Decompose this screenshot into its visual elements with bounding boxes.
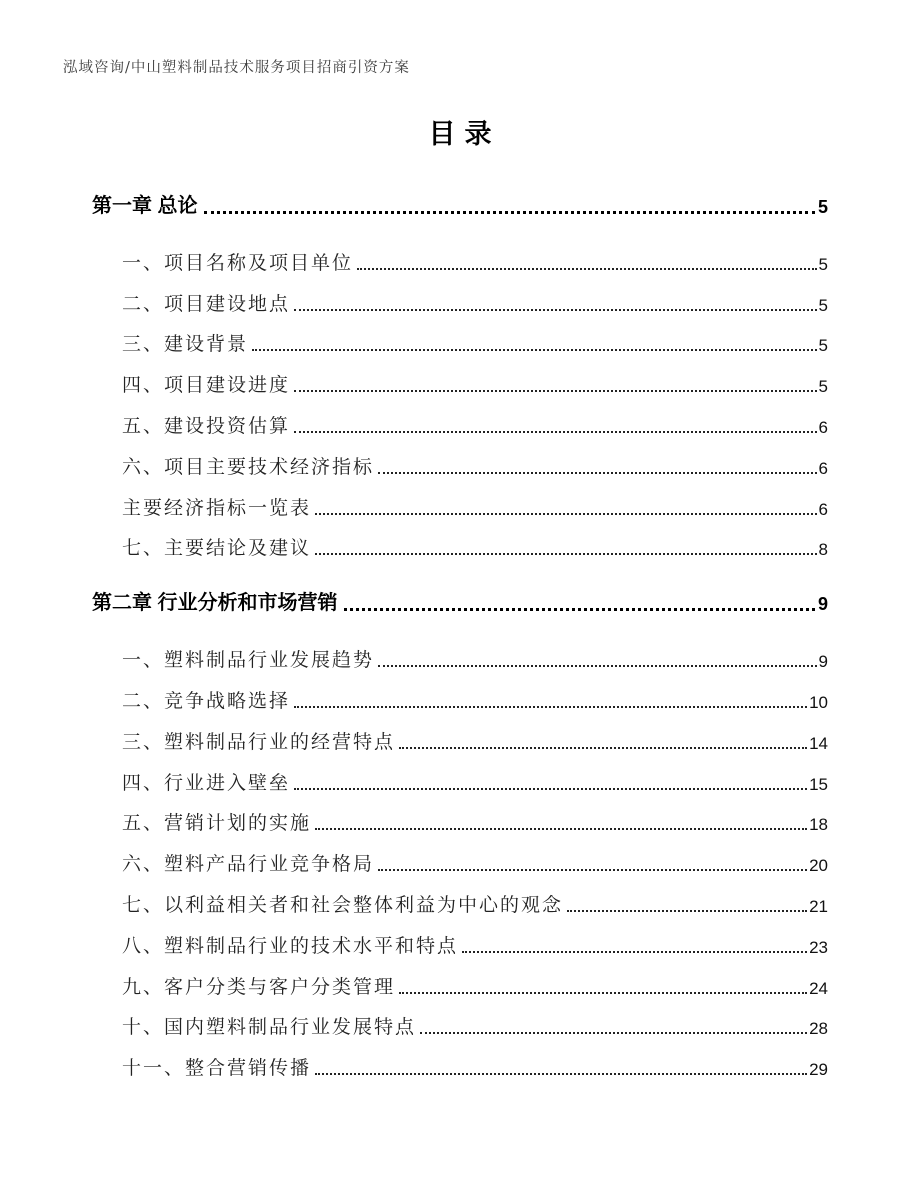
toc-item-entry[interactable] <box>92 234 828 275</box>
toc-item-page-number: 5 <box>818 377 828 397</box>
dot-leader <box>315 1073 807 1075</box>
toc-item-entry[interactable] <box>92 316 828 357</box>
toc-item-label: 八、塑料制品行业的技术水平和特点 <box>122 934 459 957</box>
toc-item-page-number: 24 <box>809 978 828 998</box>
toc-item-page-number: 5 <box>818 295 828 315</box>
dot-leader <box>294 309 817 311</box>
toc-chapter-label: 第一章 总论 <box>92 195 198 217</box>
toc-chapter-label: 第二章 行业分析和市场营销 <box>92 592 338 615</box>
toc-item-label: 四、行业进入壁垒 <box>122 771 291 794</box>
dot-leader <box>204 211 815 214</box>
toc-item-entry[interactable] <box>92 631 828 672</box>
toc-item-page-number: 29 <box>809 1060 828 1080</box>
toc-chapter-entry[interactable] <box>92 189 828 218</box>
toc-item-entry[interactable] <box>92 876 828 917</box>
dot-leader <box>399 992 807 994</box>
toc-item-label: 九、客户分类与客户分类管理 <box>122 975 396 998</box>
dot-leader <box>315 513 817 515</box>
toc-chapter-page-number: 5 <box>817 197 828 217</box>
toc-item-label: 五、建设投资估算 <box>122 414 291 437</box>
toc-item-entry[interactable] <box>92 356 828 397</box>
toc-item-entry[interactable] <box>92 795 828 836</box>
toc-item-entry[interactable] <box>92 520 828 561</box>
toc-item-entry[interactable] <box>92 999 828 1040</box>
toc-chapter-entry[interactable] <box>92 586 828 615</box>
toc-item-page-number: 14 <box>809 733 828 753</box>
document-header-text: 泓域咨询/中山塑料制品技术服务项目招商引资方案 <box>63 60 410 76</box>
dot-leader <box>315 828 807 830</box>
dot-leader <box>252 349 817 351</box>
dot-leader <box>462 951 807 953</box>
toc-item-page-number: 6 <box>818 499 828 519</box>
dot-leader <box>399 747 807 749</box>
dot-leader <box>294 390 817 392</box>
toc-item-page-number: 20 <box>809 856 828 876</box>
dot-leader <box>357 268 817 270</box>
toc-item-entry[interactable] <box>92 438 828 479</box>
toc-item-label: 六、项目主要技术经济指标 <box>122 455 375 478</box>
toc-item-label: 七、以利益相关者和社会整体利益为中心的观念 <box>122 893 564 916</box>
toc-item-page-number: 9 <box>818 652 828 672</box>
toc-item-entry[interactable] <box>92 397 828 438</box>
toc-item-label: 四、项目建设进度 <box>122 374 291 397</box>
toc-item-page-number: 6 <box>818 417 828 437</box>
page-title: 目录 <box>428 119 501 149</box>
toc-item-label: 三、塑料制品行业的经营特点 <box>122 730 396 753</box>
dot-leader <box>344 608 815 611</box>
toc-item-label: 十一、整合营销传播 <box>122 1057 312 1080</box>
toc-item-entry[interactable] <box>92 713 828 754</box>
toc-item-page-number: 5 <box>818 254 828 274</box>
dot-leader <box>315 553 817 555</box>
dot-leader <box>294 788 807 790</box>
dot-leader <box>378 665 817 667</box>
toc-item-label: 二、项目建设地点 <box>122 292 291 315</box>
dot-leader <box>420 1032 807 1034</box>
toc-item-entry[interactable] <box>92 1039 828 1080</box>
toc-item-page-number: 28 <box>809 1019 828 1039</box>
toc-item-page-number: 21 <box>809 896 828 916</box>
toc-item-label: 七、主要结论及建议 <box>122 537 312 560</box>
toc-item-label: 三、建设背景 <box>122 333 249 356</box>
toc-item-entry[interactable] <box>92 479 828 520</box>
toc-item-entry[interactable] <box>92 754 828 795</box>
toc-item-label: 二、竞争战略选择 <box>122 689 291 712</box>
toc-chapter-page-number: 9 <box>817 594 828 615</box>
toc-item-page-number: 6 <box>818 458 828 478</box>
toc-item-entry[interactable] <box>92 275 828 316</box>
dot-leader <box>378 869 807 871</box>
toc-item-label: 五、营销计划的实施 <box>122 812 312 835</box>
toc-item-label: 十、国内塑料制品行业发展特点 <box>122 1016 417 1039</box>
toc-item-page-number: 23 <box>809 937 828 957</box>
toc-item-label: 一、项目名称及项目单位 <box>122 251 354 274</box>
dot-leader <box>294 431 817 433</box>
toc-item-entry[interactable] <box>92 917 828 958</box>
dot-leader <box>567 910 807 912</box>
toc-item-entry[interactable] <box>92 672 828 713</box>
toc-item-label: 一、塑料制品行业发展趋势 <box>122 649 375 672</box>
toc-item-entry[interactable] <box>92 835 828 876</box>
toc-item-entry[interactable] <box>92 958 828 999</box>
dot-leader <box>294 706 807 708</box>
table-of-contents <box>92 189 828 1080</box>
toc-item-label: 六、塑料产品行业竞争格局 <box>122 853 375 876</box>
toc-item-page-number: 5 <box>818 336 828 356</box>
toc-item-label: 主要经济指标一览表 <box>122 496 312 519</box>
toc-item-page-number: 8 <box>818 540 828 560</box>
toc-item-page-number: 10 <box>809 692 828 712</box>
toc-item-page-number: 15 <box>809 774 828 794</box>
toc-item-page-number: 18 <box>809 815 828 835</box>
dot-leader <box>378 472 817 474</box>
